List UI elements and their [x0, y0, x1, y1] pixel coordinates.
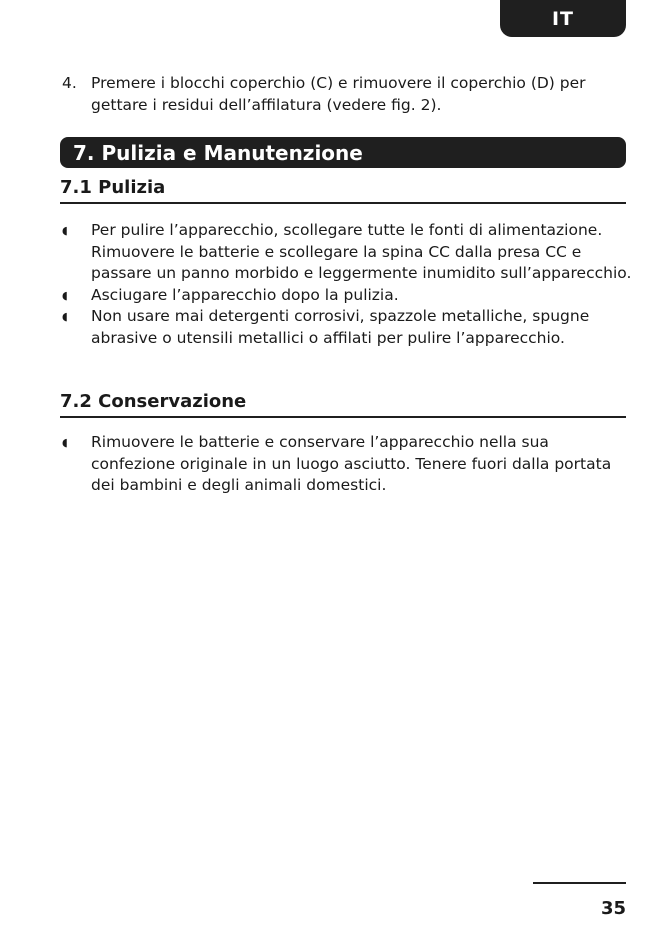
page-number: 35: [600, 898, 626, 919]
bullet-marker-icon: ◖: [62, 310, 68, 323]
section-heading-cleaning-maintenance: 7. Pulizia e Manutenzione: [60, 137, 626, 168]
bullet-marker-icon: ◖: [62, 436, 68, 449]
step-text: Premere i blocchi coperchio (C) e rimuovere il coperchio (D) per gettare i residui dell’affilatura (vedere fig. 2).: [91, 74, 586, 114]
subsection-heading-cleaning: 7.1 Pulizia: [60, 176, 626, 204]
list-item: [62, 432, 632, 497]
list-item: [62, 285, 632, 307]
list-item: [62, 306, 632, 349]
storage-bullet-list: [62, 432, 632, 497]
list-item-text: Per pulire l’apparecchio, scollegare tutte le fonti di alimentazione. Rimuovere le batterie e scollegare la spina CC dalla presa CC e passare un panno morbido e leggermente inumidito sull’apparecchio.: [91, 221, 632, 282]
bullet-marker-icon: ◖: [62, 224, 68, 237]
cleaning-bullet-list: [62, 220, 632, 349]
list-item-text: Asciugare l’apparecchio dopo la pulizia.: [91, 285, 399, 304]
subsection-heading-storage: 7.2 Conservazione: [60, 390, 626, 418]
list-item: [62, 220, 632, 285]
language-tab: IT: [500, 0, 626, 37]
bullet-marker-icon: ◖: [62, 288, 68, 302]
list-item-text: Rimuovere le batterie e conservare l’apparecchio nella sua confezione originale in un luogo asciutto. Tenere fuori dalla portata dei bambini e degli animali domestici.: [91, 433, 612, 494]
footer-divider: [533, 882, 626, 884]
step-number: 4.: [62, 74, 77, 92]
list-item-text: Non usare mai detergenti corrosivi, spazzole metalliche, spugne abrasive o utensili metallici o affilati per pulire l’apparecchio.: [91, 307, 590, 347]
instruction-step-4: [62, 72, 632, 116]
